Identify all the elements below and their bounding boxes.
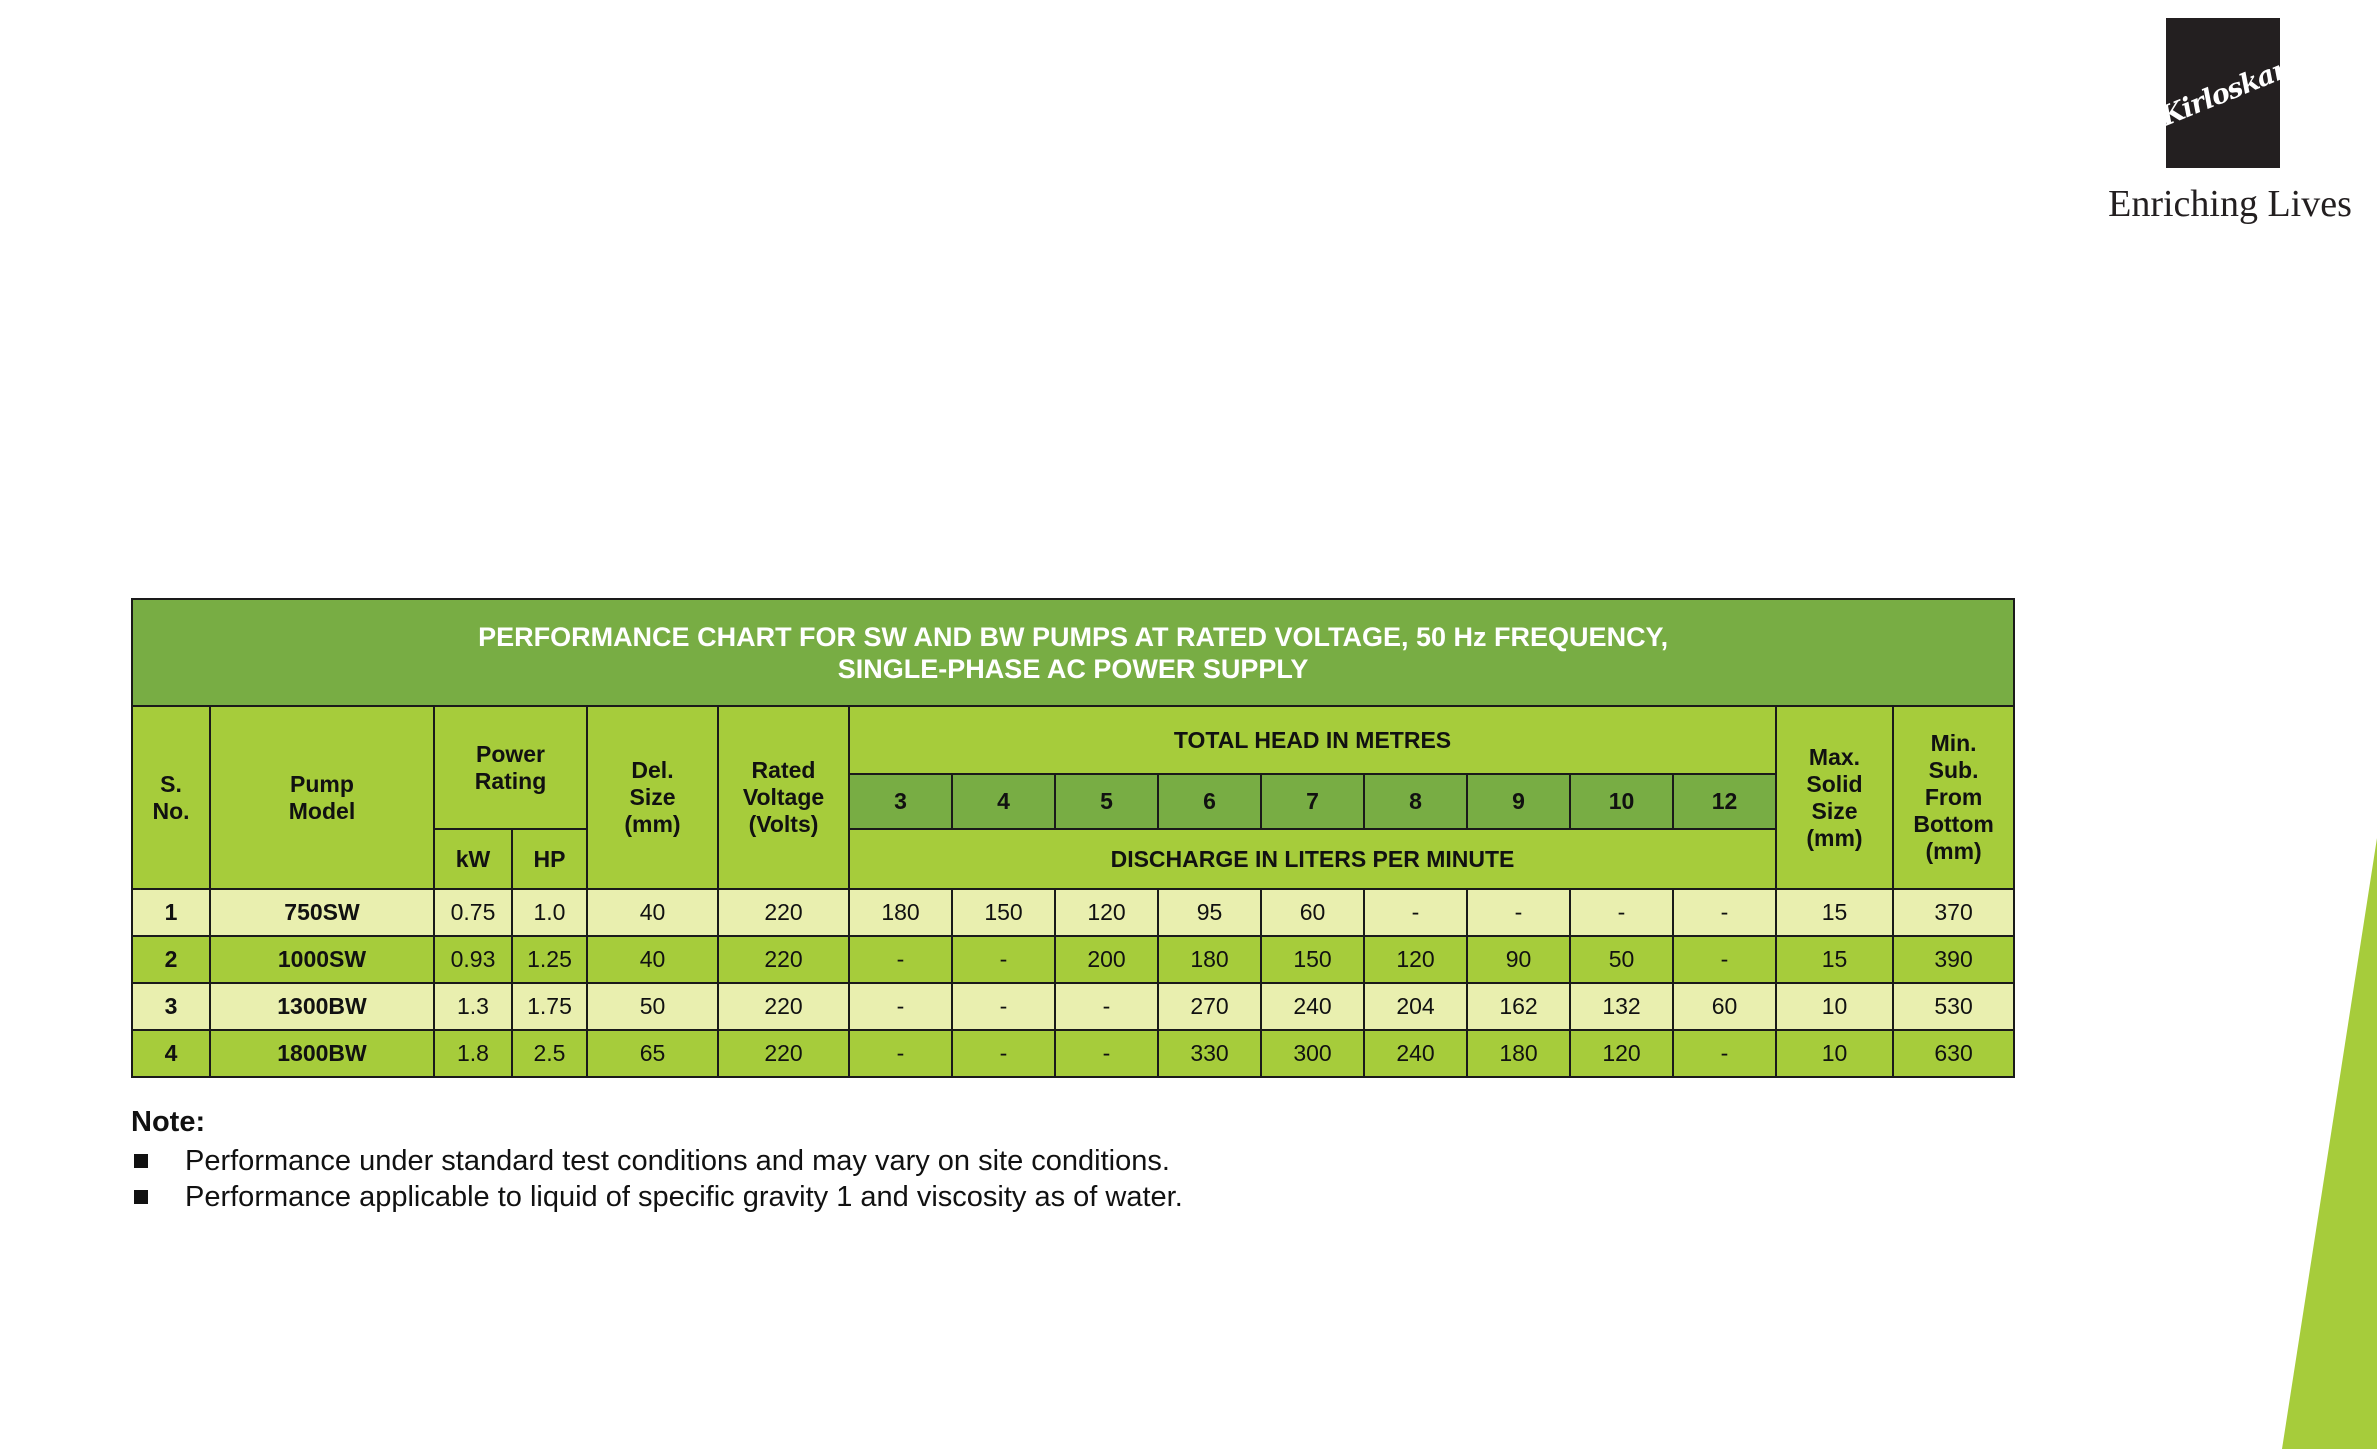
table-row: [132, 889, 2014, 936]
header-min-sub: Min. Sub. From Bottom (mm): [1893, 706, 2014, 889]
header-max-solid: Max. Solid Size (mm): [1776, 706, 1893, 889]
head-col-3: 3: [849, 774, 952, 829]
cell-discharge: 120: [1364, 936, 1467, 983]
cell-model: 1300BW: [210, 983, 434, 1030]
cell-sno: 1: [132, 889, 210, 936]
cell-discharge: -: [952, 983, 1055, 1030]
square-bullet-icon: [134, 1154, 148, 1168]
header-hp: HP: [512, 829, 587, 889]
cell-discharge: 95: [1158, 889, 1261, 936]
cell-discharge: 180: [1158, 936, 1261, 983]
cell-discharge: 132: [1570, 983, 1673, 1030]
cell-discharge: -: [1673, 936, 1776, 983]
cell-discharge: 150: [1261, 936, 1364, 983]
cell-min-sub: 390: [1893, 936, 2014, 983]
cell-discharge: 300: [1261, 1030, 1364, 1077]
cell-voltage: 220: [718, 1030, 849, 1077]
cell-discharge: 270: [1158, 983, 1261, 1030]
cell-discharge: 240: [1364, 1030, 1467, 1077]
cell-discharge: -: [952, 936, 1055, 983]
cell-discharge: 150: [952, 889, 1055, 936]
performance-table: [131, 598, 2015, 1078]
cell-sno: 3: [132, 983, 210, 1030]
cell-discharge: -: [1570, 889, 1673, 936]
note-title: Note:: [131, 1106, 206, 1138]
cell-voltage: 220: [718, 936, 849, 983]
cell-hp: 2.5: [512, 1030, 587, 1077]
cell-discharge: 60: [1261, 889, 1364, 936]
cell-max-solid: 10: [1776, 983, 1893, 1030]
head-col-12: 12: [1673, 774, 1776, 829]
header-voltage: Rated Voltage (Volts): [718, 706, 849, 889]
header-sno: S. No.: [132, 706, 210, 889]
note-text: Performance under standard test conditions and may vary on site conditions.: [185, 1145, 1170, 1177]
cell-discharge: -: [849, 936, 952, 983]
cell-sno: 2: [132, 936, 210, 983]
cell-min-sub: 370: [1893, 889, 2014, 936]
cell-discharge: 204: [1364, 983, 1467, 1030]
head-col-9: 9: [1467, 774, 1570, 829]
cell-discharge: 50: [1570, 936, 1673, 983]
header-model: Pump Model: [210, 706, 434, 889]
cell-hp: 1.0: [512, 889, 587, 936]
cell-discharge: -: [952, 1030, 1055, 1077]
cell-del-size: 40: [587, 889, 718, 936]
cell-discharge: 162: [1467, 983, 1570, 1030]
cell-discharge: -: [1055, 983, 1158, 1030]
cell-discharge: 180: [1467, 1030, 1570, 1077]
notes-section: [131, 1106, 1183, 1215]
table-row: [132, 936, 2014, 983]
cell-discharge: -: [1055, 1030, 1158, 1077]
cell-max-solid: 15: [1776, 889, 1893, 936]
cell-del-size: 50: [587, 983, 718, 1030]
header-total-head: TOTAL HEAD IN METRES: [849, 706, 1776, 774]
header-kw: kW: [434, 829, 512, 889]
cell-kw: 0.75: [434, 889, 512, 936]
cell-kw: 1.8: [434, 1030, 512, 1077]
tagline: Enriching Lives: [2108, 183, 2352, 225]
logo-text: Kirloskar: [2155, 53, 2291, 133]
note-item: [131, 1179, 1183, 1215]
cell-discharge: -: [1364, 889, 1467, 936]
square-bullet-icon: [134, 1190, 148, 1204]
cell-discharge: 240: [1261, 983, 1364, 1030]
cell-discharge: -: [1673, 1030, 1776, 1077]
cell-voltage: 220: [718, 983, 849, 1030]
cell-model: 1800BW: [210, 1030, 434, 1077]
cell-hp: 1.25: [512, 936, 587, 983]
cell-discharge: 330: [1158, 1030, 1261, 1077]
header-discharge: DISCHARGE IN LITERS PER MINUTE: [849, 829, 1776, 889]
table-row: [132, 1030, 2014, 1077]
head-col-5: 5: [1055, 774, 1158, 829]
cell-discharge: 90: [1467, 936, 1570, 983]
cell-discharge: 60: [1673, 983, 1776, 1030]
cell-voltage: 220: [718, 889, 849, 936]
cell-min-sub: 530: [1893, 983, 2014, 1030]
cell-max-solid: 15: [1776, 936, 1893, 983]
cell-model: 750SW: [210, 889, 434, 936]
head-col-10: 10: [1570, 774, 1673, 829]
cell-sno: 4: [132, 1030, 210, 1077]
cell-discharge: -: [849, 983, 952, 1030]
table-title: [132, 599, 2014, 706]
kirloskar-logo: [2155, 18, 2291, 168]
cell-discharge: 120: [1055, 889, 1158, 936]
cell-del-size: 65: [587, 1030, 718, 1077]
head-col-7: 7: [1261, 774, 1364, 829]
cell-discharge: 180: [849, 889, 952, 936]
cell-max-solid: 10: [1776, 1030, 1893, 1077]
cell-discharge: -: [1673, 889, 1776, 936]
header-del-size: Del. Size (mm): [587, 706, 718, 889]
cell-model: 1000SW: [210, 936, 434, 983]
table-title-line2: SINGLE-PHASE AC POWER SUPPLY: [837, 653, 1309, 684]
head-col-6: 6: [1158, 774, 1261, 829]
cell-hp: 1.75: [512, 983, 587, 1030]
head-col-8: 8: [1364, 774, 1467, 829]
note-item: [131, 1143, 1183, 1179]
note-text: Performance applicable to liquid of specific gravity 1 and viscosity as of water.: [185, 1181, 1183, 1213]
header-power: Power Rating: [434, 706, 587, 829]
cell-discharge: -: [849, 1030, 952, 1077]
cell-min-sub: 630: [1893, 1030, 2014, 1077]
cell-kw: 1.3: [434, 983, 512, 1030]
cell-discharge: 120: [1570, 1030, 1673, 1077]
table-title-line1: PERFORMANCE CHART FOR SW AND BW PUMPS AT RATED VOLTAGE, 50 Hz FREQUENCY,: [478, 621, 1669, 652]
cell-kw: 0.93: [434, 936, 512, 983]
cell-del-size: 40: [587, 936, 718, 983]
head-col-4: 4: [952, 774, 1055, 829]
cell-discharge: 200: [1055, 936, 1158, 983]
table-row: [132, 983, 2014, 1030]
cell-discharge: -: [1467, 889, 1570, 936]
